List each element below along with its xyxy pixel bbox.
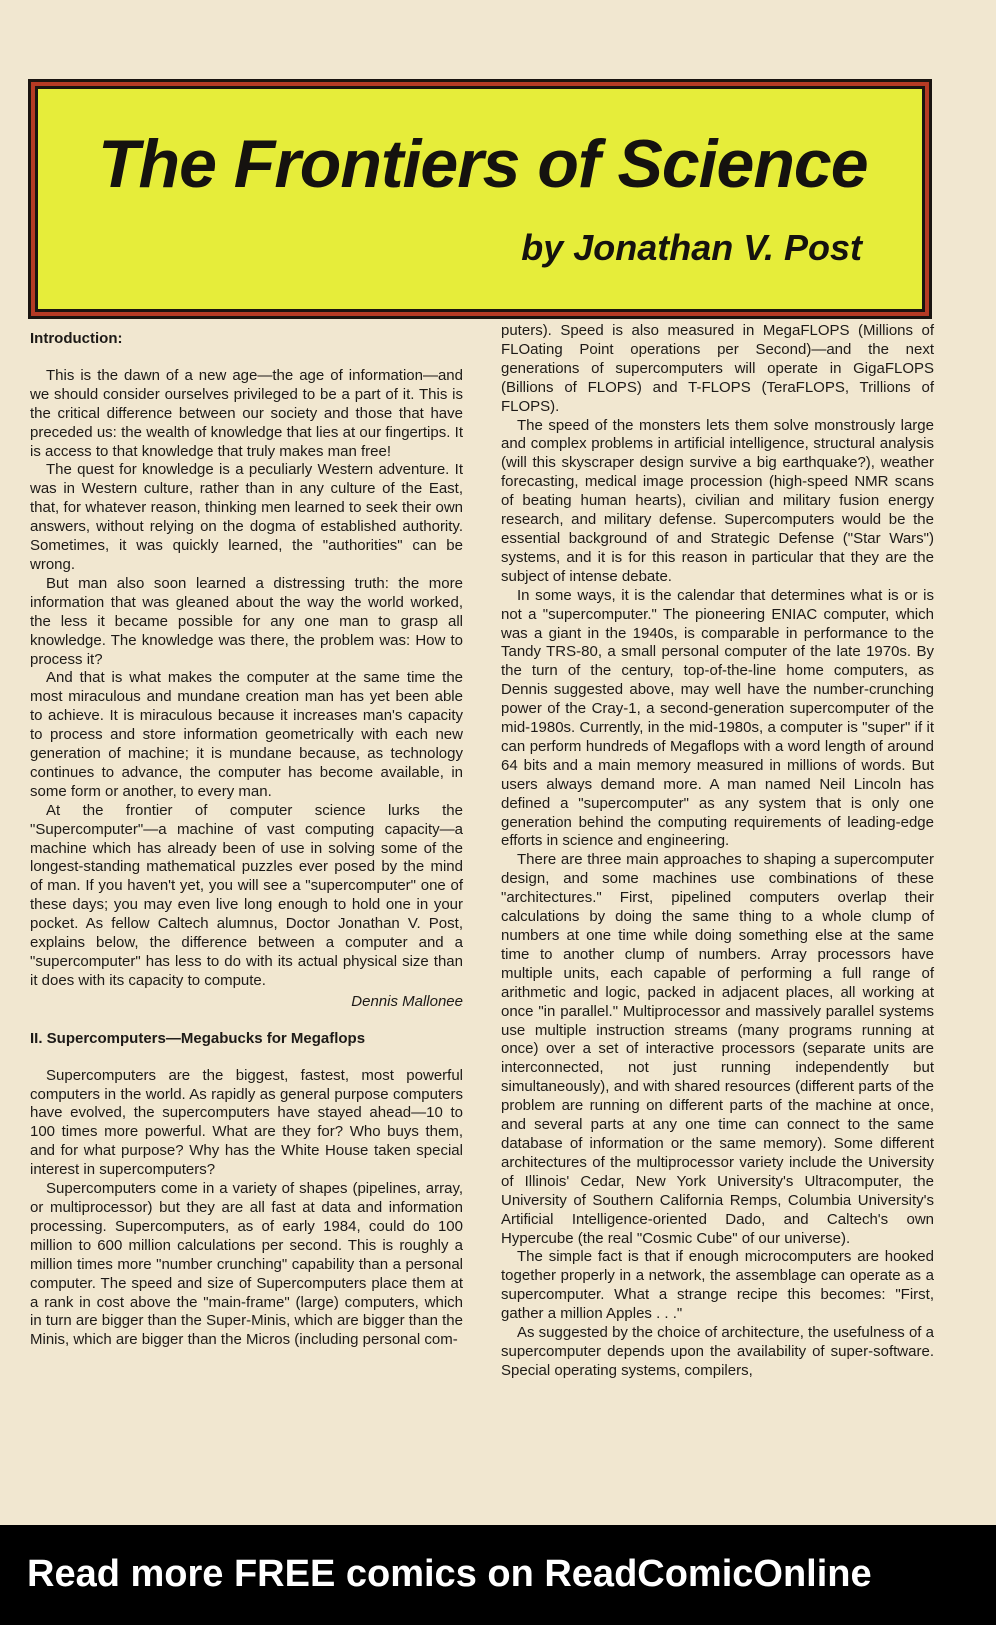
- body-paragraph: The speed of the monsters lets them solve monstrously large and complex problems in artificial intelligence, structural analysis (will this skyscraper design survive a big earthquake?), weather forecasting, medical image procession (high-speed NMR scans of beating human hearts), civilian and military fusion energy research, and military defense. Supercomputers would be the essential background of and Strategic Defense ("Star Wars") systems, and it is for this reason in particular that they are the subject of intense debate.: [501, 416, 934, 585]
- introduction-heading: Introduction:: [30, 330, 123, 347]
- body-paragraph: Supercomputers come in a variety of shapes (pipelines, array, or multiprocessor) but they are all fast at data and information processing. Supercomputers, as of early 1984, could do 100 million to 600 million calculations per second. This is roughly a million times more "number crunching" capability than a personal computer. The speed and size of Supercomputers place them at a rank in cost above the "main-frame" (large) computers, which in turn are bigger than the Super-Minis, which are bigger than the Minis, which are bigger than the Micros (including personal com-: [30, 1180, 463, 1349]
- body-paragraph: puters). Speed is also measured in MegaFLOPS (Millions of FLOating Point operations per Second)—and the next generations of supercomputers will operate in GigaFLOPS (Billions of FLOPS) and T-FLOPS (TeraFLOPS, Trillions of FLOPS).: [501, 322, 934, 415]
- intro-paragraph: At the frontier of computer science lurks the "Supercomputer"—a machine of vast computing capacity—a machine which has already been of use in solving some of the longest-standing mathematical puzzles ever posed by the mind of man. If you haven't yet, you will see a "supercomputer" one of these days; you may even live long enough to hold one in your pocket. As fellow Caltech alumnus, Doctor Jonathan V. Post, explains below, the difference between a computer and a "supercomputer" has less to do with its actual physical size than it does with its capacity to compute.: [30, 801, 463, 989]
- intro-paragraph: The quest for knowledge is a peculiarly Western adventure. It was in Western culture, rather than in any culture of the East, that, for whatever reason, thinking men learned to seek their own answers, without relying on the dogma of established authority. Sometimes, it was quickly learned, the "authorities" can be wrong.: [30, 461, 463, 573]
- body-paragraph: The simple fact is that if enough microcomputers are hooked together properly in a network, the assemblage can operate as a supercomputer. What a strange recipe this becomes: "First, gather a million Apples . . .": [501, 1248, 934, 1323]
- body-paragraph: As suggested by the choice of architecture, the usefulness of a supercomputer depends upon the availability of super-software. Special operating systems, compilers,: [501, 1324, 934, 1379]
- body-paragraph: There are three main approaches to shaping a supercomputer design, and some machines use combinations of these "architectures." First, pipelined computers overlap their calculations by doing the same thing to a whole clump of numbers at one time while doing something else at the same time to another clump of numbers. Array processors have multiple units, each capable of performing a full range of arithmetic and logic, packed in adjacent places, all working at once "in parallel." Multiprocessor and massively parallel systems use multiple instruction streams (many programs running at once) over a set of interactive processors (separate units are interconnected, not just running independently but simultaneously), and with shared resources (different parts of the problem are running on different parts of the machine at once, and several parts at any one time can connect to the same database of information or the same memory). Some different architectures of the multiprocessor variety include the University of Illinois' Cedar, New York University's Ultracomputer, the University of Southern California Remps, Columbia University's Artificial Intelligence-oriented Dado, and Caltech's own Hypercube (the real "Cosmic Cube" of our universe).: [501, 851, 934, 1247]
- footer-banner: [0, 1525, 996, 1625]
- intro-signature: Dennis Mallonee: [351, 992, 463, 1010]
- section-heading: II. Supercomputers—Megabucks for Megaflops: [30, 1029, 366, 1047]
- title-banner-inner: [35, 86, 925, 312]
- author-byline: by Jonathan V. Post: [521, 227, 862, 268]
- body-paragraph: Supercomputers are the biggest, fastest, most powerful computers in the world. As rapidly as general purpose computers have evolved, the supercomputers have stayed ahead—10 to 100 times more powerful. What are they for? Who buys them, and for what purpose? Why has the White House taken special interest in supercomputers?: [30, 1066, 463, 1179]
- page-title: The Frontiers of Science: [98, 126, 868, 202]
- intro-paragraph: And that is what makes the computer at the same time the most miraculous and mundane creation man has yet been able to achieve. It is miraculous because it increases man's capacity to process and store information geometrically with each new generation of machine; it is mundane because, as technology continues to advance, the computer has become available, in some form or another, to every man.: [30, 669, 463, 800]
- right-column: [501, 322, 934, 1381]
- body-paragraph: In some ways, it is the calendar that determines what is or is not a "supercomputer." The pioneering ENIAC computer, which was a giant in the 1940s, is comparable in performance to the Tandy TRS-80, a small personal computer of the late 1970s. By the turn of the century, top-of-the-line home computers, as Dennis suggested above, may well have the number-crunching power of the Cray-1, a second-generation supercomputer of the mid-1980s. Currently, in the mid-1980s, a computer is "super" if it can perform hundreds of Megaflops with a word length of around 64 bits and a main memory measured in millions of words. But users always demand more. A man named Neil Lincoln has defined a "supercomputer" as any system that is only one generation behind the computing requirements of leading-edge efforts in science and engineering.: [501, 586, 934, 850]
- intro-paragraph: But man also soon learned a distressing truth: the more information that was gleaned about the way the world worked, the less it became possible for any one man to grasp all knowledge. The knowledge was there, the problem was: How to process it?: [30, 574, 463, 668]
- left-column: [30, 330, 463, 1350]
- intro-paragraph: This is the dawn of a new age—the age of information—and we should consider ourselves privileged to be a part of it. This is the critical difference between our society and those that have preceded us: the wealth of knowledge that lies at our fingertips. It is access to that knowledge that truly makes man free!: [30, 366, 463, 460]
- footer-link-text[interactable]: Read more FREE comics on ReadComicOnline: [27, 1553, 872, 1595]
- title-banner: [28, 79, 932, 319]
